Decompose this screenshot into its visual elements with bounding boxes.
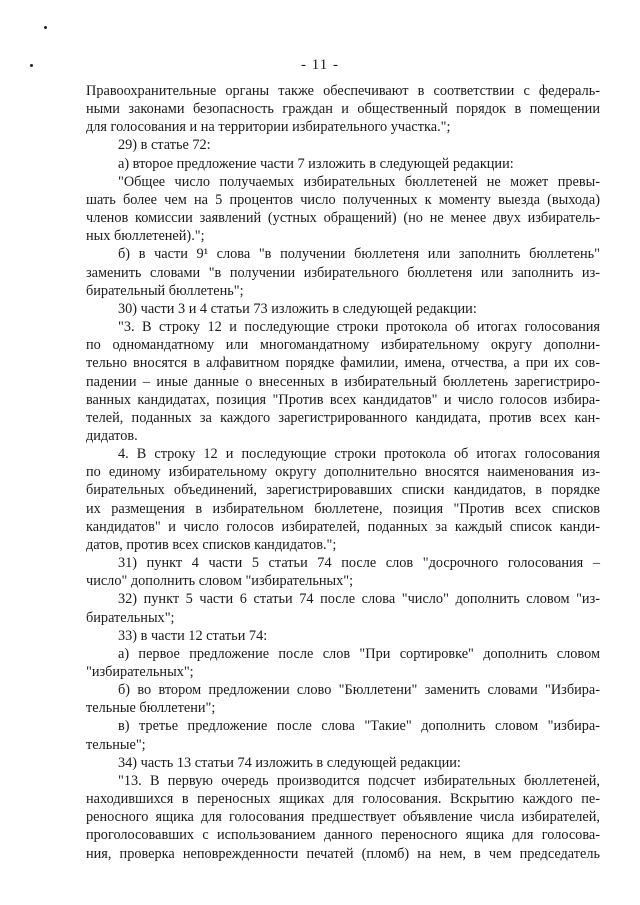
- text-line: ния, проверка неповрежденности печатей (пломб) на нем, в чем председатель: [86, 845, 600, 862]
- text-line: тельные";: [86, 736, 146, 753]
- text-line: датов, против всех списков кандидатов.";: [86, 536, 337, 553]
- text-line: б) в части 9¹ слова "в получении бюллетеня или заполнить бюллетень": [118, 246, 600, 263]
- text-line: членов комиссии заявлений (устных обращений) (но не менее двух избиратель-: [86, 210, 600, 227]
- page-number: - 11 -: [301, 57, 339, 73]
- text-line: б) во втором предложении слово "Бюллетени" заменить словами "Избира-: [118, 682, 600, 699]
- text-line: 29) в статье 72:: [118, 137, 211, 154]
- document-text: [86, 82, 600, 863]
- text-line: телей, поданных за каждого зарегистрированного кандидата, против всех кан-: [86, 409, 600, 426]
- text-line: а) второе предложение части 7 изложить в следующей редакции:: [118, 155, 514, 172]
- text-line: кандидатов" и число голосов избирателей, поданных за каждый список канди-: [86, 518, 600, 535]
- text-line: 32) пункт 5 части 6 статьи 74 после слова "число" дополнить словом "из-: [118, 591, 600, 608]
- text-line: тельные бюллетени";: [86, 700, 216, 717]
- text-line: Правоохранительные органы также обеспечивают в соответствии с федераль-: [86, 83, 600, 99]
- text-line: 34) часть 13 статьи 74 изложить в следующей редакции:: [118, 754, 461, 771]
- text-line: "избирательных";: [86, 664, 194, 680]
- text-line: их размещения в избирательном бюллетене, позиция "Против всех списков: [86, 500, 600, 517]
- text-line: падении – иные данные о внесенных в избирательный бюллетень зарегистриро-: [86, 373, 600, 390]
- text-line: 33) в части 12 статьи 74:: [118, 627, 268, 644]
- text-line: "13. В первую очередь производится подсчет избирательных бюллетеней,: [118, 772, 600, 789]
- text-line: число" дополнить словом "избирательных";: [86, 573, 354, 590]
- text-line: находившихся в переносных ящиках для голосования. Вскрытию каждого пе-: [86, 791, 600, 808]
- text-line: бирательный бюллетень";: [86, 282, 244, 299]
- text-line: для голосования и на территории избирательного участка.";: [86, 119, 451, 136]
- text-line: 4. В строку 12 и последующие строки протокола об итогах голосования: [118, 446, 600, 463]
- text-line: ванных кандидатах, позиция "Против всех кандидатов" и число голосов избира-: [86, 391, 600, 408]
- text-line: шать более чем на 5 процентов число полученных к моменту выезда (выхода): [86, 191, 600, 208]
- text-line: дидатов.: [86, 427, 138, 444]
- text-line: "Общее число получаемых избирательных бюллетеней не может превы-: [118, 173, 600, 190]
- text-line: бирательных";: [86, 609, 175, 626]
- text-line: 30) части 3 и 4 статьи 73 изложить в следующей редакции:: [118, 300, 477, 317]
- text-line: а) первое предложение после слов "При сортировке" дополнить словом: [118, 645, 600, 662]
- text-line: в) третье предложение после слова "Такие" дополнить словом "избира-: [118, 718, 600, 735]
- text-line: ных бюллетеней).";: [86, 228, 205, 245]
- text-line: реносного ящика для голосования предшествует объявление числа избирателей,: [86, 809, 600, 826]
- text-line: по одномандатному или многомандатному избирательному округу дополни-: [86, 337, 600, 354]
- text-line: 31) пункт 4 части 5 статьи 74 после слов "досрочного голосования –: [118, 555, 600, 572]
- text-line: бирательных объединений, зарегистрировавших списки кандидатов, в порядке: [86, 482, 600, 499]
- text-line: "3. В строку 12 и последующие строки протокола об итогах голосования: [118, 319, 600, 336]
- text-line: заменить словами "в получении избирательного бюллетеня или заполнить из-: [86, 264, 600, 281]
- scan-mark: [44, 26, 47, 29]
- text-line: проголосовавших с использованием данного переносного ящика для голосова-: [86, 827, 600, 844]
- text-line: по единому избирательному округу дополнительно вносятся наименования из-: [86, 464, 600, 481]
- text-line: ными законами безопасность граждан и общественный порядок в помещении: [86, 101, 600, 118]
- text-line: тельно вносятся в алфавитном порядке фамилии, имена, отчества, а при их сов-: [86, 355, 600, 372]
